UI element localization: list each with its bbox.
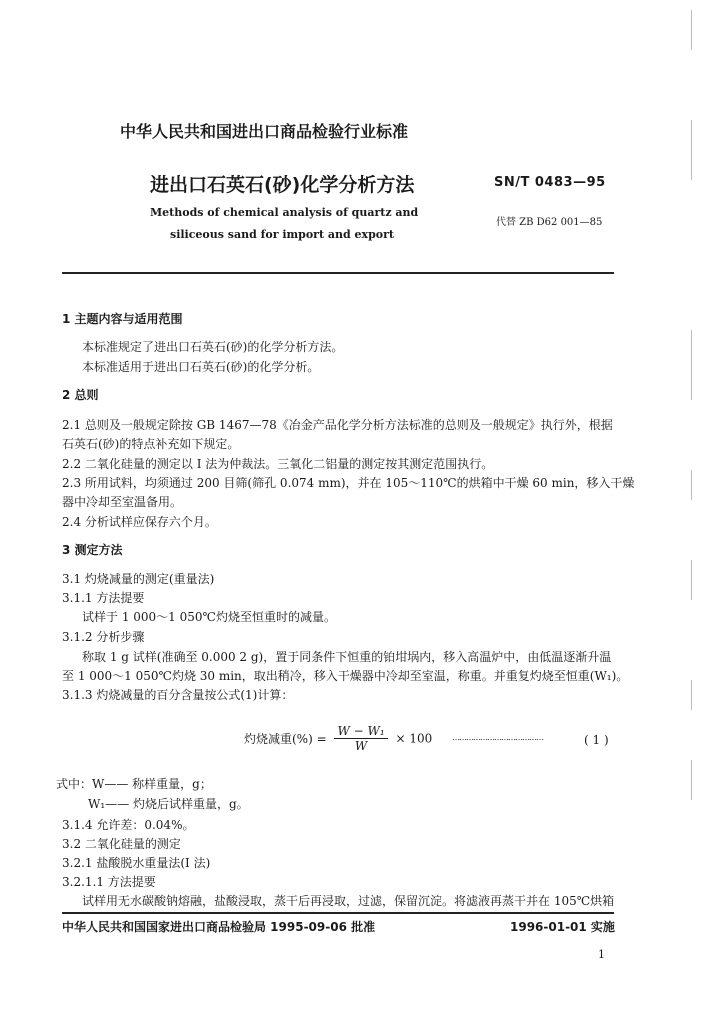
section-1-paragraph: 本标准适用于进出口石英石(砂)的化学分析。 [82,360,320,374]
clause-3-1-1-text: 试样于 1 000～1 050℃灼烧至恒重时的减量。 [82,610,336,624]
formula-numerator: W − W₁ [334,724,387,739]
scan-edge-mark [691,760,692,800]
header-divider [62,272,614,274]
scan-edge-mark [691,330,692,400]
where-line-2: W₁—— 灼烧后试样重量，g。 [88,797,249,811]
scan-edge-mark [691,10,692,50]
formula-denominator: W [354,739,368,753]
clause-2-3-line-1: 2.3 所用试料，均须通过 200 目筛(筛孔 0.074 mm)，并在 105～110℃的烘箱中干燥 60 min，移入干燥 [62,476,635,490]
clause-3-1-2-line-1: 称取 1 g 试样(准确至 0.000 2 g)，置于同条件下恒重的铂坩埚内，移入高温炉中，由低温逐渐升温 [82,650,612,664]
section-1-heading: 1 主题内容与适用范围 [62,312,183,326]
formula-multiplier: × 100 [395,731,433,746]
formula-fraction [334,724,387,753]
standard-code: SN/T 0483—95 [494,175,606,190]
formula-1 [244,724,432,753]
section-1-paragraph: 本标准规定了进出口石英石(砂)的化学分析方法。 [82,340,344,354]
document-title: 进出口石英石(砂)化学分析方法 [150,174,415,196]
clause-2-2: 2.2 二氧化硅量的测定以 I 法为仲裁法。三氧化二铝量的测定按其测定范围执行。 [62,457,494,471]
clause-3-2-1-1: 3.2.1.1 方法提要 [62,875,156,889]
clause-3-2-1-1-text: 试样用无水碳酸钠熔融，盐酸浸取，蒸干后再浸取，过滤，保留沉淀。将滤液再蒸干并在 105℃烘箱 [82,894,615,908]
formula-leader-dots: ………………………………… [452,733,543,742]
page-number: 1 [598,948,605,961]
clause-3-1-2-line-2: 至 1 000～1 050℃灼烧 30 min，取出稍冷，移入干燥器中冷却至室温，称重。并重复灼烧至恒重(W₁)。 [62,669,629,683]
industry-standard-title: 中华人民共和国进出口商品检验行业标准 [120,122,409,141]
footer-divider [62,912,614,914]
scan-edge-mark [691,680,692,710]
formula-number: ( 1 ) [584,733,609,747]
effective-date: 1996-01-01 实施 [510,920,615,934]
clause-2-1-line-1: 2.1 总则及一般规定除按 GB 1467—78《冶金产品化学分析方法标准的总则及一般规定》执行外，根据 [62,418,613,432]
clause-2-3-line-2: 器中冷却至室温备用。 [62,495,183,509]
formula-lhs: 灼烧减重(%) = [244,732,327,746]
clause-3-2: 3.2 二氧化硅量的测定 [62,837,181,851]
clause-2-4: 2.4 分析试样应保存六个月。 [62,515,217,529]
clause-3-2-1: 3.2.1 盐酸脱水重量法(I 法) [62,856,211,870]
section-2-heading: 2 总则 [62,388,99,402]
scan-edge-mark [691,560,692,600]
scan-edge-mark [691,120,692,180]
clause-3-1-1: 3.1.1 方法提要 [62,591,145,605]
clause-3-1-3: 3.1.3 灼烧减量的百分含量按公式(1)计算： [62,688,294,702]
replaces-standard: 代替 ZB D62 001—85 [496,217,603,228]
english-title-line-2: siliceous sand for import and export [170,228,394,241]
clause-3-1-2: 3.1.2 分析步骤 [62,630,145,644]
clause-3-1: 3.1 灼烧减量的测定(重量法) [62,572,215,586]
clause-2-1-line-2: 石英石(砂)的特点补充如下规定。 [62,437,240,451]
english-title-line-1: Methods of chemical analysis of quartz and [150,206,419,219]
where-line-1: 式中：W—— 称样重量，g； [56,777,212,791]
scan-edge-mark [691,470,692,500]
section-3-heading: 3 测定方法 [62,543,123,557]
approval-line: 中华人民共和国国家进出口商品检验局 1995-09-06 批准 [62,920,376,934]
clause-3-1-4: 3.1.4 允许差：0.04%。 [62,818,195,832]
